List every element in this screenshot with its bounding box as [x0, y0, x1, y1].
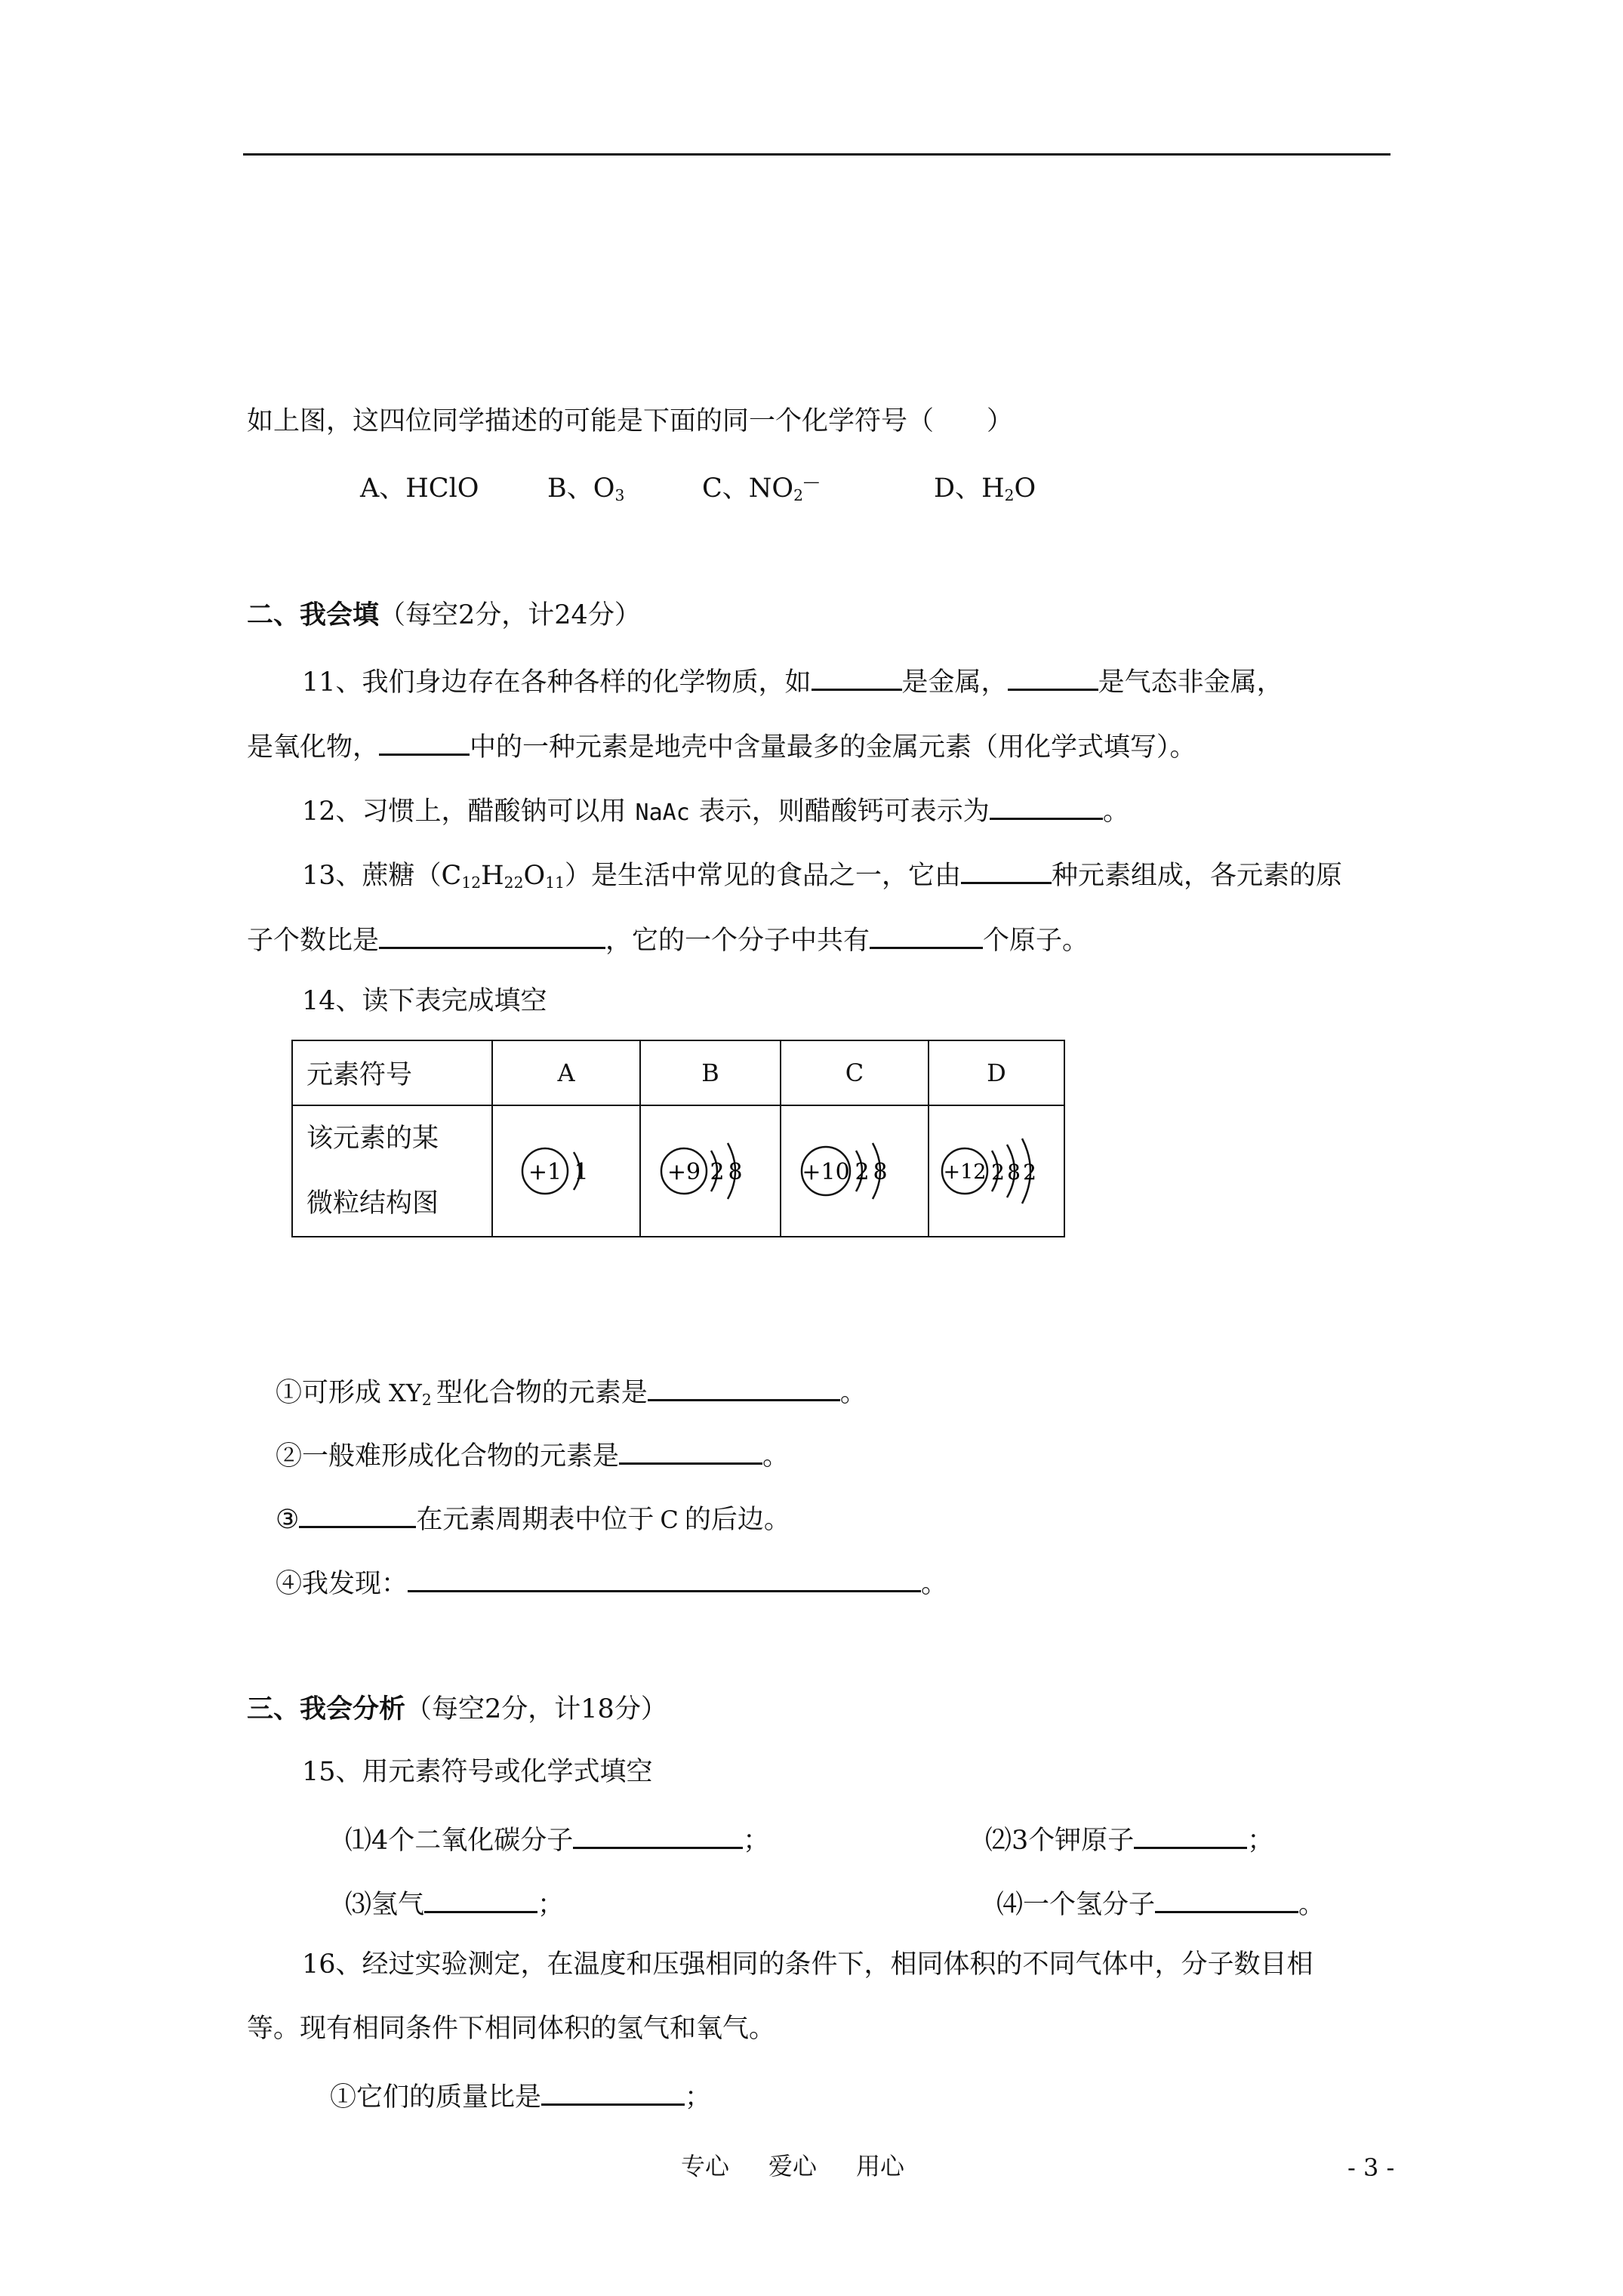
q15-blank-3[interactable] [424, 1888, 537, 1913]
q14-blank-2[interactable] [619, 1440, 762, 1465]
q10-option-c: C、$NO_2^—$ [702, 472, 820, 505]
q10-option-b: B、$O_3$ [547, 473, 625, 505]
atom-diagram-d [929, 1105, 1064, 1237]
symbol-cell-c: C [781, 1040, 929, 1105]
svg-text:+1: +1 [528, 1159, 562, 1185]
q15-blank-2[interactable] [1134, 1824, 1247, 1849]
svg-text:8: 8 [1006, 1160, 1021, 1185]
q13-line1: 13、蔗糖$(C_{12}H_{22}O_{11})$是生活中常见的食品之一，它由 种元素组成，各元素的原 [302, 861, 1343, 892]
q15-item3: ⑶氢气 ； [345, 1890, 565, 1920]
q15-item1: ⑴4个二氧化碳分子 ； [345, 1826, 770, 1856]
q11-blank-gas[interactable] [1008, 666, 1098, 691]
symbol-cell-b: B [640, 1040, 781, 1105]
svg-text:1: 1 [574, 1159, 589, 1185]
q12-line: 12、习惯上，醋酸钠可以用 NaAc 表示，则醋酸钙可表示为 。 [302, 797, 1129, 827]
svg-text:8: 8 [728, 1159, 743, 1185]
q11-line2: 是氧化物， 中的一种元素是地壳中含量最多的金属元素（用化学式填写）。 [247, 732, 1196, 763]
q11-blank-oxide[interactable] [379, 731, 470, 756]
footer-motto: 专心 爱心 用心 [681, 2152, 905, 2180]
atom-diagram-a [492, 1105, 640, 1237]
q11-blank-metal[interactable] [812, 666, 902, 691]
q14-blank-4[interactable] [408, 1567, 921, 1592]
q14-table [291, 1040, 1065, 1237]
row-header-structure: 该元素的某 微粒结构图 [292, 1105, 492, 1237]
table-row [292, 1040, 1064, 1105]
q16-sub1: ①它们的质量比是 ； [330, 2082, 712, 2113]
q14-sub1: ①可形成 $XY_2$ 型化合物的元素是 。 [276, 1378, 867, 1410]
symbol-cell-d: D [929, 1040, 1064, 1105]
atom-diagram-c [781, 1105, 929, 1237]
q15-blank-1[interactable] [573, 1824, 743, 1849]
q10-option-a: A、HClO [360, 473, 479, 504]
q10-stem: 如上图，这四位同学描述的可能是下面的同一个化学符号（ ） [247, 406, 1014, 436]
q12-blank[interactable] [990, 795, 1103, 820]
q16-line2: 等。现有相同条件下相同体积的氢气和氧气。 [247, 2014, 776, 2044]
svg-text:2: 2 [990, 1160, 1005, 1185]
svg-text:2: 2 [1022, 1160, 1036, 1185]
q14-intro: 14、读下表完成填空 [302, 986, 547, 1016]
q13-line2: 子个数比是 ，它的一个分子中共有 个原子。 [247, 926, 1089, 956]
table-row [292, 1105, 1064, 1237]
q15-blank-4[interactable] [1155, 1888, 1298, 1913]
q11-line1: 11、我们身边存在各种各样的化学物质，如 是金属， 是气态非金属， [302, 667, 1283, 698]
q10-option-d: D、$H_2O$ [934, 473, 1036, 505]
q16-blank-1[interactable] [541, 2081, 685, 2106]
q14-blank-1[interactable] [648, 1376, 840, 1401]
page-number: - 3 - [1347, 2153, 1395, 2182]
q13-blank-elements[interactable] [961, 859, 1052, 884]
symbol-cell-a: A [492, 1040, 640, 1105]
q13-blank-atoms[interactable] [870, 924, 983, 949]
q15-intro: 15、用元素符号或化学式填空 [302, 1757, 653, 1787]
q14-blank-3[interactable] [299, 1503, 416, 1528]
q13-blank-ratio[interactable] [379, 924, 605, 949]
q15-item4: ⑷一个氢分子 。 [996, 1890, 1326, 1920]
section2-heading: 二、我会填（每空2分，计24分） [247, 599, 641, 630]
svg-text:+12: +12 [943, 1160, 986, 1184]
svg-text:+10: +10 [802, 1159, 850, 1185]
svg-text:2: 2 [710, 1159, 725, 1185]
q14-sub2: ②一般难形成化合物的元素是 。 [276, 1441, 790, 1472]
svg-text:8: 8 [873, 1159, 888, 1185]
atom-diagram-b [640, 1105, 781, 1237]
q14-sub4: ④我发现： 。 [276, 1569, 948, 1599]
svg-text:2: 2 [855, 1159, 870, 1185]
q14-sub3: ③ 在元素周期表中位于 C 的后边。 [276, 1505, 790, 1535]
row-header-symbol: 元素符号 [292, 1040, 492, 1105]
q16-line1: 16、经过实验测定，在温度和压强相同的条件下，相同体积的不同气体中，分子数目相 [302, 1949, 1313, 1980]
header-rule [243, 153, 1390, 156]
q15-item2: ⑵3个钾原子 ； [985, 1826, 1274, 1856]
svg-text:+9: +9 [667, 1159, 701, 1185]
section3-heading: 三、我会分析（每空2分，计18分） [247, 1693, 667, 1724]
